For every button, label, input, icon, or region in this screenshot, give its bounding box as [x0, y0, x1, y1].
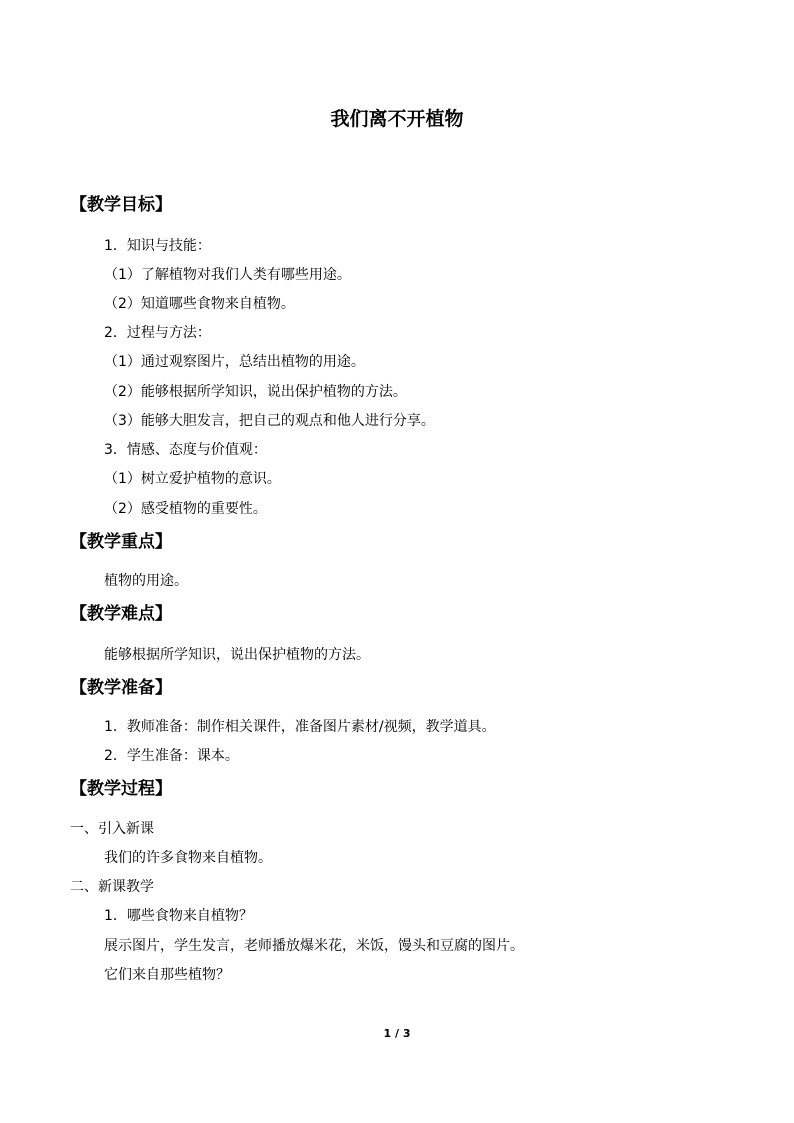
key-point-line: 植物的用途。 — [104, 573, 188, 589]
objective-line: （3）能够大胆发言，把自己的观点和他人进行分享。 — [104, 413, 435, 429]
document-title: 我们离不开植物 — [330, 108, 464, 130]
preparation-line: 1．教师准备：制作相关课件，准备图片素材/视频，教学道具。 — [104, 719, 496, 735]
process-line: 1．哪些食物来自植物？ — [104, 908, 253, 924]
objective-line: （1）了解植物对我们人类有哪些用途。 — [104, 267, 351, 283]
section-heading-difficulties: 【教学难点】 — [70, 604, 172, 624]
objective-line: （1）通过观察图片，总结出植物的用途。 — [104, 354, 365, 370]
process-line: 二、新课教学 — [70, 879, 154, 895]
section-heading-key-points: 【教学重点】 — [70, 532, 172, 552]
section-heading-process: 【教学过程】 — [70, 779, 172, 799]
process-line: 它们来自那些植物？ — [104, 967, 230, 983]
process-line: 展示图片，学生发言，老师播放爆米花，米饭，馒头和豆腐的图片。 — [104, 938, 524, 954]
objective-line: 2．过程与方法： — [104, 325, 211, 341]
process-line: 一、引入新课 — [70, 821, 154, 837]
objective-line: 3．情感、态度与价值观： — [104, 442, 267, 458]
objective-line: （2）知道哪些食物来自植物。 — [104, 296, 295, 312]
section-heading-objectives: 【教学目标】 — [70, 195, 172, 215]
preparation-line: 2．学生准备：课本。 — [104, 748, 239, 764]
difficulty-line: 能够根据所学知识，说出保护植物的方法。 — [104, 647, 370, 663]
section-heading-preparation: 【教学准备】 — [70, 678, 172, 698]
process-line: 我们的许多食物来自植物。 — [104, 850, 272, 866]
objective-line: （2）能够根据所学知识，说出保护植物的方法。 — [104, 384, 407, 400]
objective-line: （1）树立爱护植物的意识。 — [104, 471, 281, 487]
objective-line: （2）感受植物的重要性。 — [104, 501, 267, 517]
page-number: 1 / 3 — [383, 1027, 411, 1040]
objective-line: 1．知识与技能： — [104, 238, 211, 254]
